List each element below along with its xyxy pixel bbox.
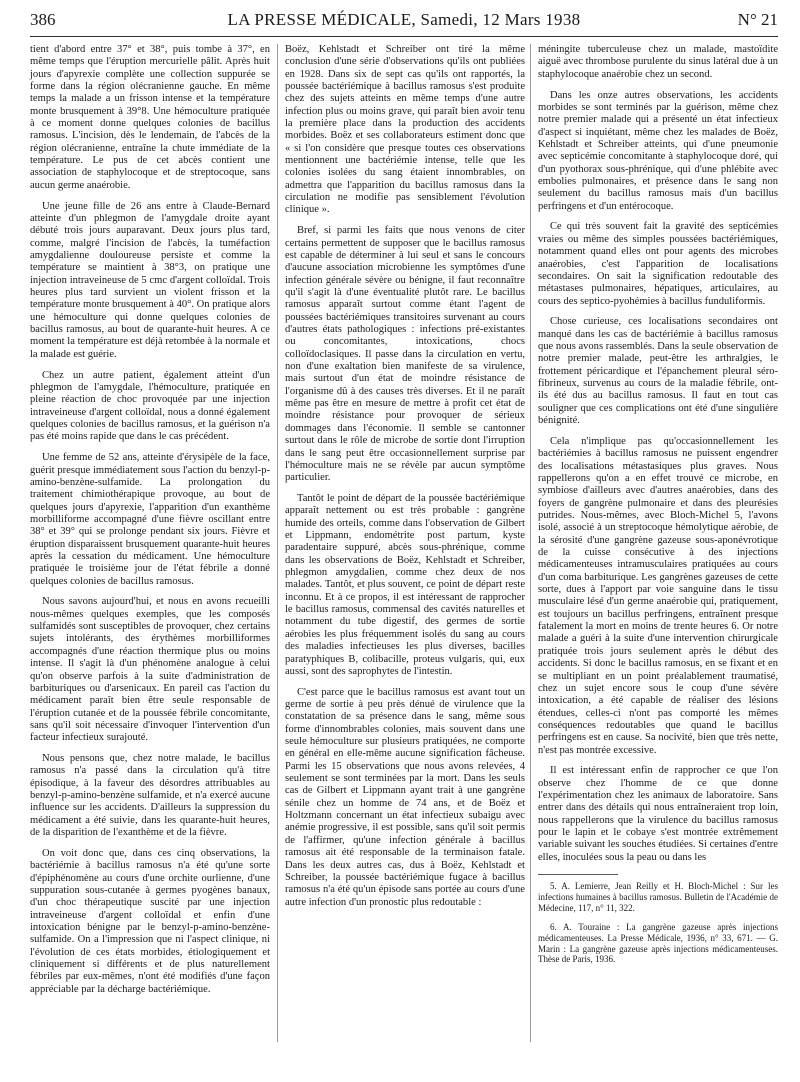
column-divider — [530, 44, 531, 1042]
page-header — [30, 4, 778, 34]
paragraph: Une femme de 52 ans, atteinte d'érysipèle de la face, guérit presque immédiatement sous l'action du benzyl-p-amino-benzène-sulfamide. La prolongation du traitement chimiothérapique provoque, au bout de quelques jours d'apyrexie, l'apparition d'un exanthème morbilliforme accompagné d'une fièvre oscillant entre 38° et 39° qui se prolonge pendant six jours. Fièvre et éruption disparaissent brusquement quarante-huit heures après la cessation du médicament. Une hémoculture pratiquée le troisième jour de l'état fébrile a donné quelques colonies de bacillus ramosus. — [30, 452, 270, 587]
paragraph: C'est parce que le bacillus ramosus est avant tout un germe de sortie à peu près dénué de virulence que la constatation de sa présence dans le sang, même sous forme d'innombrables colonies, mais souvent dans une seule hémoculture sur plusieurs pratiquées, ne comporte en général en elle-même aucune signification fâcheuse. Parmi les 15 observations que nous avons relevées, 4 seulement se sont terminées par la mort. Dans les seuls cas de Gilbert et Lippmann ayant trait à une gangrène sénile chez un homme de 74 ans, et de Boëz et Holtzmann concernant un état infectieux subaigu avec anémie progressive, il est possible, sans qu'il soit permis de l'affirmer, qu'une infection générale à bacillus ramosus ait été responsable de la terminaison fatale. Dans les deux autres cas, dus à Boëz, Kehlstadt et Schreiber, la poussée bactériémique fugace à bacillus ramosus n'a été qu'un épisode sans portée au cours d'une autre infection d'un pronostic plus redoutable : — [285, 686, 525, 908]
footnote: 6. A. Touraine : La gangrène gazeuse après injections médicamenteuses. La Presse Médicale, 1936, n° 33, 671. — G. Marin : La gangrène gazeuse après injections médicamenteuses. Thèse de Paris, 1936. — [538, 922, 778, 965]
paragraph: méningite tuberculeuse chez un malade, mastoïdite aiguë avec thrombose purulente du sinus latéral due à un staphylocoque anaérobie chez un second. — [538, 44, 778, 80]
paragraph: Boëz, Kehlstadt et Schreiber ont tiré la même conclusion d'une série d'observations qu'ils ont publiées en 1928. Dans six de sept cas qu'ils ont rapportés, la poussée bactériémique à bacillus ramosus s'est produite chez des sujets atteints en même temps d'une autre infection plus ou moins grave, qui paraît bien avoir tenu la première place dans la production des accidents morbides. Boëz et ses collaborateurs estiment donc que « si l'on considère que presque toutes ces observations mentionnent une bactériémie intense, telle que les colonies isolées du sang étaient innombrables, on admettra que l'apparition du bacillus ramosus dans la circulation ne modifie pas sensiblement l'évolution clinique ». — [285, 44, 525, 216]
paragraph: Chez un autre patient, également atteint d'un phlegmon de l'amygdale, l'hémoculture, pratiquée en pleine réaction de choc provoquée par une injection intraveineuse d'argent colloïdal, nous a donné également quelques colonies de bacillus ramosus, et la guérison n'a pas été moins rapide que dans le cas précédent. — [30, 369, 270, 443]
paragraph: tient d'abord entre 37° et 38°, puis tombe à 37°, en même temps que l'éruption mercurielle pâlit. Après huit jours d'apyrexie complète une collection suppurée se forme dans la région olécranienne gauche. En même temps la malade a un frisson intense et la température monte brusquement à 39°8. Une hémoculture pratiquée à ce moment donne quelques colonies de bacillus ramosus. L'incision, dès le lendemain, de l'abcès de la région olécranienne, entraîne la chute immédiate de la température. Le pus de cet abcès contient une association de staphylocoque et de streptocoque, sans aucun germe anaérobie. — [30, 44, 270, 191]
issue-number: N° 21 — [737, 10, 778, 29]
paragraph: Nous pensons que, chez notre malade, le bacillus ramosus n'a passé dans la circulation qu'à titre épisodique, à la faveur des désordres attribuables au benzyl-p-amino-benzène sulfamide, et n'a exercé aucune influence sur les accidents. D'ailleurs la suppression du médicament a été suivie, dans les quarante-huit heures, de la disparition de l'exanthème et de la fièvre. — [30, 753, 270, 839]
paragraph: Tantôt le point de départ de la poussée bactériémique apparaît nettement ou est très probable : gangrène humide des orteils, comme dans l'observation de Gilbert et Lippmann, endométrite post partum, kyste paradentaire suppuré, abcès sous-phrénique, comme dans les observations de Boëz, Kehlstadt et Schreiber, phlegmon amygdalien, comme chez deux de nos malades. Tantôt, et plus souvent, ce point de départ reste inconnu. Et à ce propos, il est intéressant de rapprocher le bacillus ramosus, commensal des cavités naturelles et notamment du tube digestif, des germes de sortie aérobies les plus fréquemment isolés du sang au cours des maladies infectieuses les plus diverses, bacilles paratyphiques B, colibacille, proteus vulgaris, qui, eux aussi, sont des saprophytes de l'intestin. — [285, 493, 525, 677]
paragraph: Ce qui très souvent fait la gravité des septicémies vraies ou même des simples poussées bactériémiques, notamment quand elles ont pour agents des microbes anaérobies, c'est l'apparition de localisations secondaires. On sait la signification redoutable des métastases pulmonaires, hépatiques, articulaires, au cours des septico-pyohémies à bacillus funduliformis. — [538, 221, 778, 307]
text-column-1 — [30, 44, 270, 1005]
paragraph: On voit donc que, dans ces cinq observations, la bactériémie à bacillus ramosus n'a été qu'une sorte d'épiphénomène au cours d'une orchite ourlienne, d'une suppuration sous-cutanée à germes pyogènes banaux, d'un choc thérapeutique suscité par une injection intraveineuse d'argent colloïdal et enfin d'une intoxication bénigne par le benzyl-p-amino-benzène-sulfamide. On a l'impression que ni l'aspect clinique, ni l'évolution de ces états morbides, étiologiquement et cliniquement si différents et de plus naturellement fébriles par eux-mêmes, n'ont été modifiés d'une façon appréciable par la décharge bactériémique. — [30, 847, 270, 995]
footnote: 5. A. Lemierre, Jean Reilly et H. Bloch-Michel : Sur les infections humaines à bacillus ramosus. Bulletin de l'Académie de Médecine, 117, n° 11, 322. — [538, 881, 778, 913]
journal-title: LA PRESSE MÉDICALE, Samedi, 12 Mars 1938 — [227, 10, 581, 29]
footnote-rule — [538, 874, 618, 875]
paragraph: Bref, si parmi les faits que nous venons de citer certains permettent de supposer que le bacillus ramosus est capable de déterminer à lui seul et sans le concours d'aucune association microbienne les symptômes d'une infection générale sévère ou bénigne, il faut reconnaître qu'il s'agit là d'une éventualité plutôt rare. Le bacillus ramosus apparaît surtout comme étant l'agent de poussées bactériémiques transitoires survenant au cours d'autres états pathologiques : infections pré-existantes ou concomitantes, intoxications, chocs colloïdoclasiques. Il passe dans la circulation en vertu, non d'une exaltation bien manifeste de sa virulence, mais surtout d'un état de moindre résistance de l'organisme dû à des causes très diverses. Et il ne paraît même pas être en mesure de mettre à profit cet état de moindre résistance pour provoquer de sérieux dommages dans l'économie. Il semble se cantonner surtout dans le rôle de microbe de sortie dont l'irruption dans le sang peut être occasionnellement surprise par l'hémoculture mais ne se révèle par aucun symptôme particulier. — [285, 225, 525, 484]
paragraph: Dans les onze autres observations, les accidents morbides se sont terminés par la guérison, même chez notre premier malade qui a présenté un état infectieux d'aspect si inquiétant, même chez les malades de Boëz, Kehlstadt et Schreiber atteints, qui d'une pneumonie avec septicémie concomitante à staphylocoque doré, qui d'un pyothorax sous-phrénique, qui d'une phlébite avec embolies pulmonaires, et présence dans le sang non seulement du bacillus ramosus mais d'un bacillus perfringens et d'un entérocoque. — [538, 89, 778, 212]
page-number: 386 — [30, 10, 56, 29]
paragraph: Cela n'implique pas qu'occasionnellement les bactériémies à bacillus ramosus ne puissent engendrer des localisations métastasiques plus graves. Nous rappellerons qu'on a en effet trouvé ce microbe, en symbiose d'ailleurs avec d'autres anaérobies, dans des foyers de gangrène pulmonaire et dans des pleurésies putrides. Nous-mêmes, avec Bloch-Michel 5, l'avons isolé, associé à un streptocoque hémolytique aérobie, de la sérosité d'une gangrène gazeuse sous-aponévrotique de la cuisse consécutive à des injections médicamenteuses intramusculaires pratiquées au cours d'un coma barbiturique. Les gangrènes gazeuses de cette sorte, dues à l'apport par voie sanguine dans le tissu musculaire lésé d'un germe anaérobie qui, pratiquement, est toujours un bacillus perfringens, entraînent presque fatalement la mort en moins de trente heures 6. Or notre malade a guéri à la suite d'une intervention chirurgicale pratiquée trois jours seulement après le début des accidents. Si donc le bacillus ramosus, en se fixant et en se multipliant en un point préalablement traumatisé, chez un sujet encore sous le coup d'une sévère intoxication, a été capable de réaliser des lésions étendues, celles-ci n'ont pas comporté les mêmes conséquences redoutables que quand le bacillus perfringens est en cause. Sa nocivité, bien que très nette, n'est pas montrée excessive. — [538, 435, 778, 756]
column-divider — [277, 44, 278, 1042]
text-column-2 — [285, 44, 525, 917]
paragraph: Une jeune fille de 26 ans entre à Claude-Bernard atteinte d'un phlegmon de l'amygdale droite ayant débuté trois jours auparavant. Deux jours plus tard, comme, malgré l'incision de l'abcès, la tuméfaction amygdalienne douloureuse persiste et comme la température se maintient à 38°3, on pratique une injection intraveineuse de 5 cmc d'argent colloïdal. Trois heures plus tard survient un violent frisson et la température monte brusquement à 40°. On pratique alors une hémoculture qui donne quelques colonies de bacillus ramosus, au bout de quarante-huit heures. A ce moment la température est déjà retombée à la normale et la malade est guérie. — [30, 200, 270, 360]
paragraph: Nous savons aujourd'hui, et nous en avons recueilli nous-mêmes quelques exemples, que les composés sulfamidés sont susceptibles de provoquer, chez certains sujets intolérants, des érythèmes morbilliformes accompagnés d'une réaction thermique plus ou moins intense. Il s'agit là d'un phénomène analogue à celui qu'on observe parfois à la suite d'administration de barbituriques ou d'arsenicaux. En pareil cas l'action du médicament paraît bien être seule responsable de l'éruption cutanée et de la poussée fébrile concomitante, sans qu'il soit nécessaire d'invoquer l'intervention d'un facteur infectieux surajouté. — [30, 596, 270, 744]
header-rule — [30, 36, 778, 37]
text-column-3 — [538, 44, 778, 974]
paragraph: Il est intéressant enfin de rapprocher ce que l'on observe chez l'homme de ce que donne l'expérimentation chez les animaux de laboratoire. Sans entrer dans des détails qui nous entraîneraient trop loin, nous rappellerons que la virulence du bacillus ramosus pour le lapin et le cobaye s'est montrée extrêmement variable suivant les souches étudiées. Si certaines d'entre elles, inoculées sous la peau ou dans les — [538, 765, 778, 863]
paragraph: Chose curieuse, ces localisations secondaires ont manqué dans les cas de bactériémie à bacillus ramosus que nous avons rassemblés. Dans la seule observation de notre premier malade, peut-être les arthralgies, le frottement péricardique et l'épanchement pleural séro-fibrineux, survenus au cours de la maladie fébrile, ont-ils été dus au bacillus ramosus. Il faut en tout cas souligner que ces complications ont été d'une singulière bénignité. — [538, 316, 778, 427]
